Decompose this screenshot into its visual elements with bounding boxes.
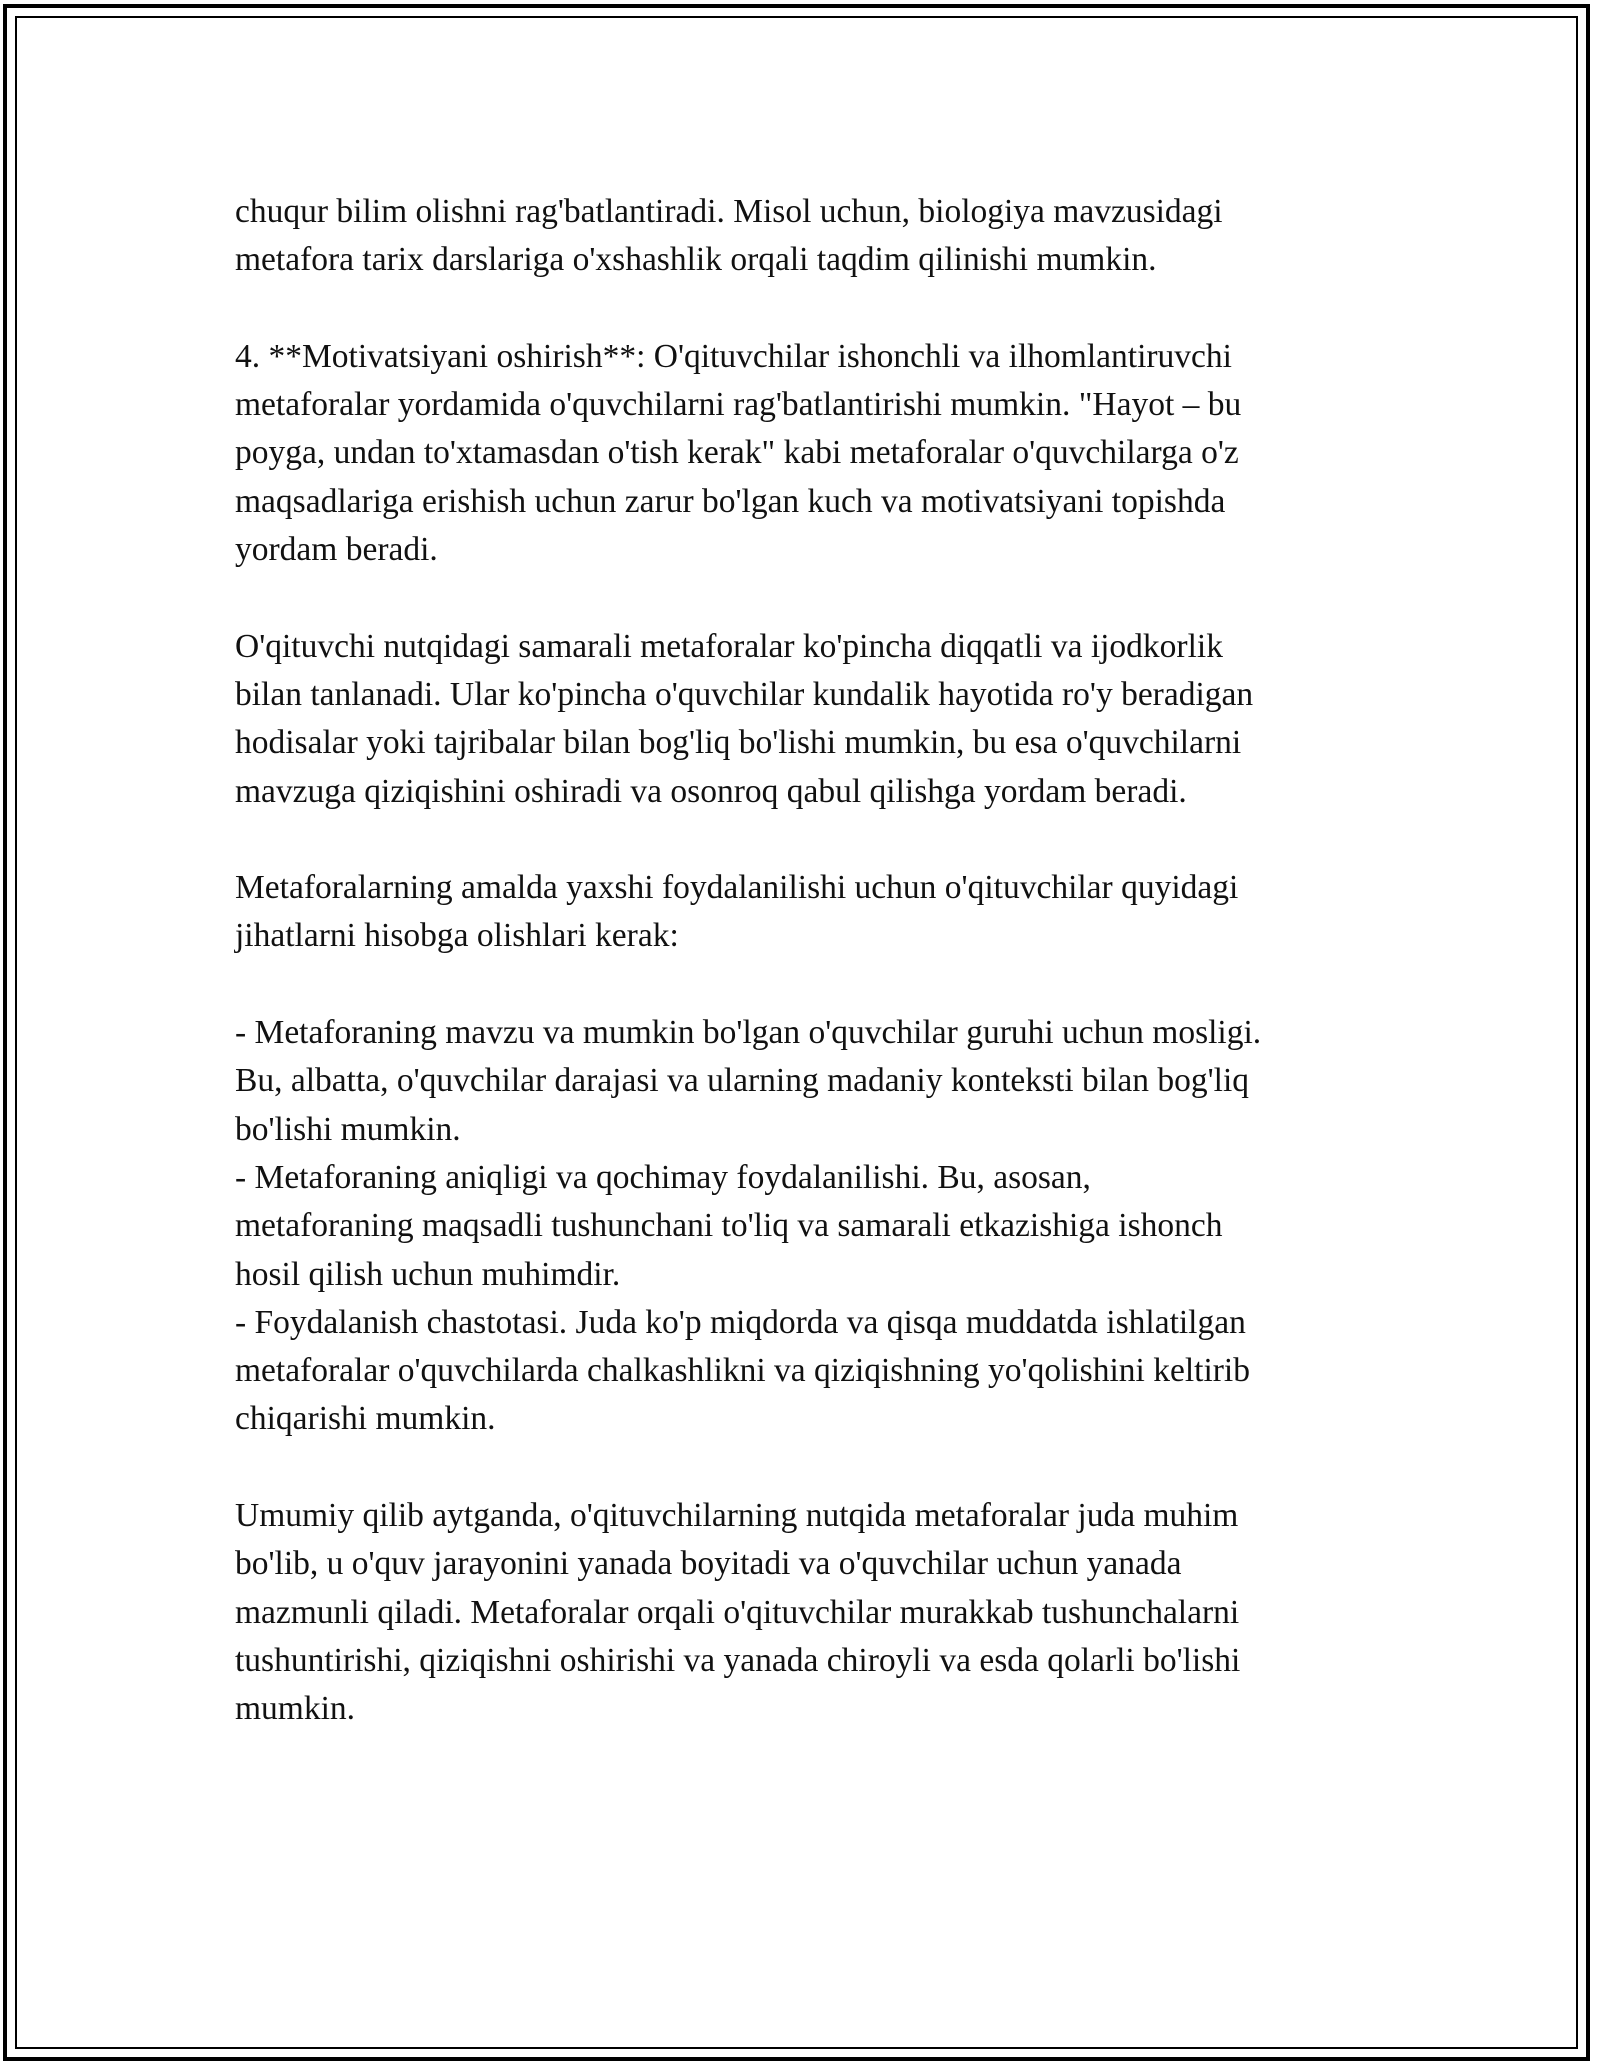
paragraph-conclusion: Umumiy qilib aytganda, o'qituvchilarning nutqida metaforalar juda muhim bo'lib, u o'quv jarayonini yanada boyitadi va o'quvchilar uchun yanada mazmunli qiladi. Metaforalar orqali o'qituvchilar murakkab tushunchalarni tushuntirishi, qiziqishni oshirishi va yanada chiroyli va esda qolarli bo'lishi mumkin. xyxy=(235,1497,1241,1728)
list-item-frequency: - Foydalanish chastotasi. Juda ko'p miqdorda va qisqa muddatda ishlatilgan metaforalar o'quvchilarda chalkashlikni va qiziqishning yo'qolishini keltirib chiqarishi mumkin. xyxy=(235,1303,1250,1438)
list-item-clarity: - Metaforaning aniqligi va qochimay foydalanilishi. Bu, asosan, metaforaning maqsadli tushunchani to'liq va samarali etkazishiga ishonch hosil qilish uchun muhimdir. xyxy=(235,1158,1223,1293)
document-body xyxy=(235,188,1375,1782)
paragraph-considerations-intro: Metaforalarning amalda yaxshi foydalanilishi uchun o'qituvchilar quyidagi jihatlarni hisobga olishlari kerak: xyxy=(235,869,1239,955)
paragraph-effective-metaphors: O'qituvchi nutqidagi samarali metaforalar ko'pincha diqqatli va ijodkorlik bilan tanlanadi. Ular ko'pincha o'quvchilar kundalik hayotida ro'y beradigan hodisalar yoki tajribalar bilan bog'liq bo'lishi mumkin, bu esa o'quvchilarni mavzuga qiziqishini oshiradi va osonroq qabul qilishga yordam beradi. xyxy=(235,627,1254,810)
paragraph-motivation: 4. **Motivatsiyani oshirish**: O'qituvchilar ishonchli va ilhomlantiruvchi metaforalar yordamida o'quvchilarni rag'batlantirishi mumkin. "Hayot – bu poyga, undan to'xtamasdan o'tish kerak" kabi metaforalar o'quvchilarga o'z maqsadlariga erishish uchun zarur bo'lgan kuch va motivatsiyani topishda yordam beradi. xyxy=(235,337,1242,569)
list-item-relevance: - Metaforaning mavzu va mumkin bo'lgan o'quvchilar guruhi uchun mosligi. Bu, albatta, o'quvchilar darajasi va ularning madaniy konteksti bilan bog'liq bo'lishi mumkin. xyxy=(235,1014,1262,1148)
paragraph-intro-continuation: chuqur bilim olishni rag'batlantiradi. Misol uchun, biologiya mavzusidagi metafora tarix darslariga o'xshashlik orqali taqdim qilinishi mumkin. xyxy=(235,193,1223,279)
